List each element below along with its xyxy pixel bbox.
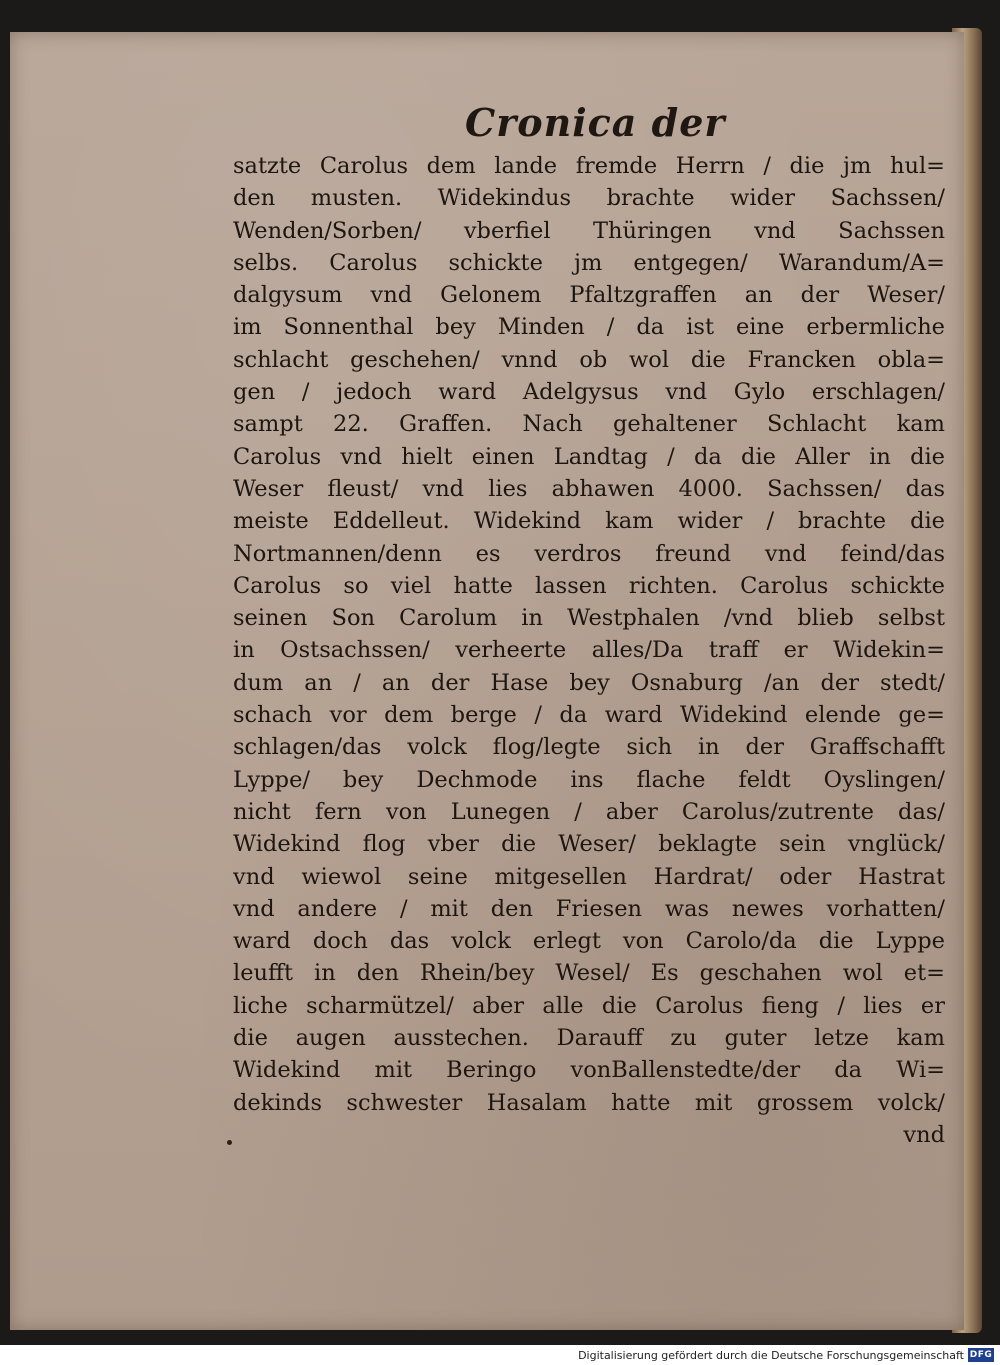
text-line: selbs. Carolus schickte jm entgegen/ Warandum/A=	[233, 249, 945, 276]
text-line: Carolus vnd hielt einen Landtag / da die Aller in die	[233, 443, 945, 470]
footer-credit: Digitalisierung gefördert durch die Deutsche Forschungsgemeinschaft	[578, 1349, 964, 1362]
text-line: im Sonnenthal bey Minden / da ist eine erbermliche	[233, 314, 945, 341]
text-line: Weser fleust/ vnd lies abhawen 4000. Sachssen/ das	[233, 475, 945, 502]
text-line: schlagen/das volck flog/legte sich in der Graffschafft	[233, 734, 945, 761]
text-line: dum an / an der Hase bey Osnaburg /an der stedt/	[233, 669, 945, 696]
page-heading: Cronica der	[465, 100, 726, 145]
text-line: sampt 22. Graffen. Nach gehaltener Schlacht kam	[233, 411, 945, 438]
text-line: seinen Son Carolum in Westphalen /vnd blieb selbst	[233, 605, 945, 632]
text-line: Wenden/Sorben/ vberfiel Thüringen vnd Sachssen	[233, 217, 945, 244]
text-line: Lyppe/ bey Dechmode ins flache feldt Oyslingen/	[233, 766, 945, 793]
text-line: dekinds schwester Hasalam hatte mit grossem volck/	[233, 1089, 945, 1116]
text-line: Carolus so viel hatte lassen richten. Carolus schickte	[233, 572, 945, 599]
text-line: ward doch das volck erlegt von Carolo/da die Lyppe	[233, 928, 945, 955]
text-line: meiste Eddelleut. Widekind kam wider / brachte die	[233, 508, 945, 535]
text-line: gen / jedoch ward Adelgysus vnd Gylo erschlagen/	[233, 379, 945, 406]
ink-speck	[227, 1140, 232, 1145]
dfg-logo-icon: DFG	[969, 1350, 993, 1360]
text-line: leufft in den Rhein/bey Wesel/ Es geschahen wol et=	[233, 960, 945, 987]
text-line: satzte Carolus dem lande fremde Herrn / die jm hul=	[233, 153, 945, 179]
text-block	[233, 150, 945, 1151]
text-line: den musten. Widekindus brachte wider Sachssen/	[233, 185, 945, 212]
text-line: schach vor dem berge / da ward Widekind elende ge=	[233, 702, 945, 729]
text-line: die augen ausstechen. Darauff zu guter letze kam	[233, 1025, 945, 1052]
text-line: nicht fern von Lunegen / aber Carolus/zutrente das/	[233, 798, 945, 825]
text-line: dalgysum vnd Gelonem Pfaltzgraffen an der Weser/	[233, 282, 945, 309]
catchword: vnd	[903, 1121, 945, 1148]
text-line: vnd wiewol seine mitgesellen Hardrat/ oder Hastrat	[233, 863, 945, 890]
text-line: Nortmannen/denn es verdros freund vnd feind/das	[233, 540, 945, 567]
text-line: schlacht geschehen/ vnnd ob wol die Francken obla=	[233, 346, 945, 373]
text-line: in Ostsachssen/ verheerte alles/Da traff er Widekin=	[233, 637, 945, 664]
text-line: vnd andere / mit den Friesen was newes vorhatten/	[233, 895, 945, 922]
text-line: liche scharmützel/ aber alle die Carolus fieng / lies er	[233, 992, 945, 1019]
text-line: Widekind flog vber die Weser/ beklagte sein vnglück/	[233, 831, 945, 858]
text-line: Widekind mit Beringo vonBallenstedte/der da Wi=	[233, 1057, 945, 1084]
